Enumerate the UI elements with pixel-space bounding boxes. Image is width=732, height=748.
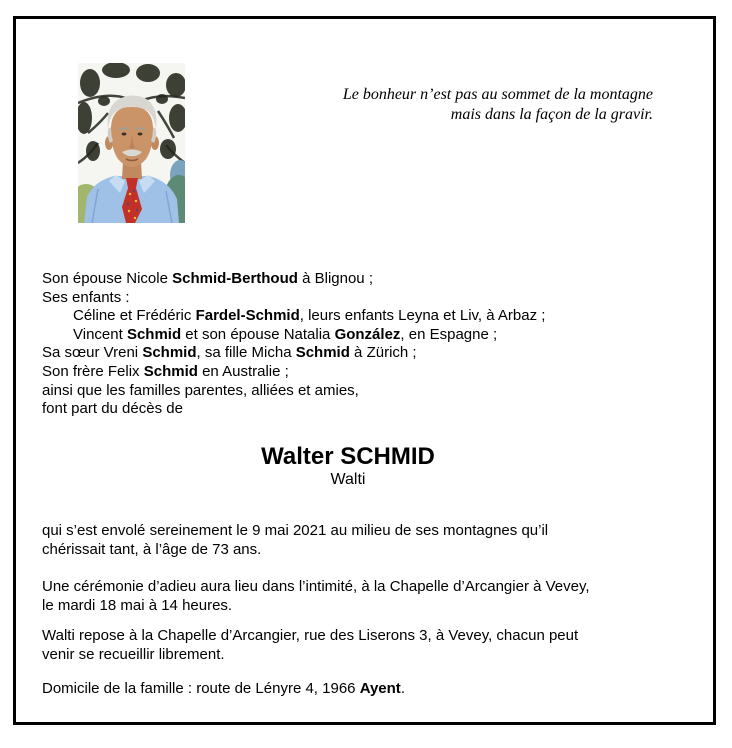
family-announcement [42,270,682,419]
paragraph-line [42,627,690,646]
family-line-segment: Céline et Frédéric [73,307,196,325]
paragraph-death-announcement [42,522,690,559]
memorial-quote-line-1: Le bonheur n’est pas au sommet de la montagne [342,86,653,103]
paragraph-line-segment: . [400,680,405,697]
family-line-segment: Son épouse Nicole [42,270,173,287]
paragraph-line-segment: Une cérémonie d’adieu aura lieu dans l’intimité, à la Chapelle d’Arcangier à Vevey, [42,578,590,595]
family-line-segment: Ses enfants : [42,288,130,306]
paragraph-line [42,522,690,541]
memorial-quote-line-2: mais dans la façon de la gravir. [450,106,653,123]
paragraph-line [42,541,690,560]
family-line-segment: en Australie ; [197,362,289,380]
family-line [42,307,682,326]
family-line [42,382,682,401]
family-line [42,326,682,345]
family-line-bold-segment: Schmid [142,344,197,362]
family-line-segment: ainsi que les familles parentes, alliées et amies, [42,381,359,399]
family-line-segment: font part du décès de [42,400,183,418]
family-line-segment: Son frère Felix [42,362,144,380]
family-line [42,289,682,308]
family-line-bold-segment: Fardel-Schmid [195,307,300,325]
family-line-segment: Sa sœur Vreni [42,344,143,362]
family-line-bold-segment: Schmid [126,325,182,343]
deceased-nickname: Walti [330,471,366,488]
portrait-illustration [78,63,185,223]
family-line [42,363,682,382]
paragraph-line-segment: qui s’est envolé sereinement le 9 mai 2021 au milieu de ses montagnes qu’il [42,522,549,539]
family-line-segment: à Zürich ; [349,344,417,362]
deceased-name: Walter SCHMID [261,443,435,470]
paragraph-family-address [42,680,690,699]
family-line-bold-segment: González [334,325,401,343]
family-line-segment: , sa fille Micha [196,344,296,362]
memorial-quote [300,85,653,125]
paragraph-line-segment: le mardi 18 mai à 14 heures. [42,596,233,614]
paragraph-repose [42,627,690,664]
family-line-segment: , en Espagne ; [400,325,498,343]
family-line [42,344,682,363]
family-line [42,270,682,289]
paragraph-line [42,646,690,665]
paragraph-ceremony [42,578,690,615]
family-line-bold-segment: Schmid [143,362,198,380]
paragraph-line [42,680,690,699]
family-line [42,400,682,419]
portrait-photo [78,63,185,223]
paragraph-line-segment: Domicile de la famille : route de Lényre 4, 1966 [42,680,360,697]
family-line-segment: et son épouse Natalia [181,325,335,343]
family-line-segment: à Blignou ; [297,270,373,287]
paragraph-line-segment: Walti repose à la Chapelle d’Arcangier, rue des Liserons 3, à Vevey, chacun peut [42,627,579,644]
family-line-segment: Vincent [73,325,127,343]
paragraph-line-segment: venir se recueillir librement. [42,645,225,663]
family-line-segment: , leurs enfants Leyna et Liv, à Arbaz ; [299,307,546,325]
deceased-name-block [42,444,654,489]
paragraph-line-segment: chérissait tant, à l’âge de 73 ans. [42,540,262,558]
family-line-bold-segment: Schmid-Berthoud [172,270,298,287]
paragraph-line [42,597,690,616]
family-line-bold-segment: Schmid [295,344,350,362]
paragraph-line [42,578,690,597]
paragraph-line-bold-segment: Ayent [359,680,401,697]
